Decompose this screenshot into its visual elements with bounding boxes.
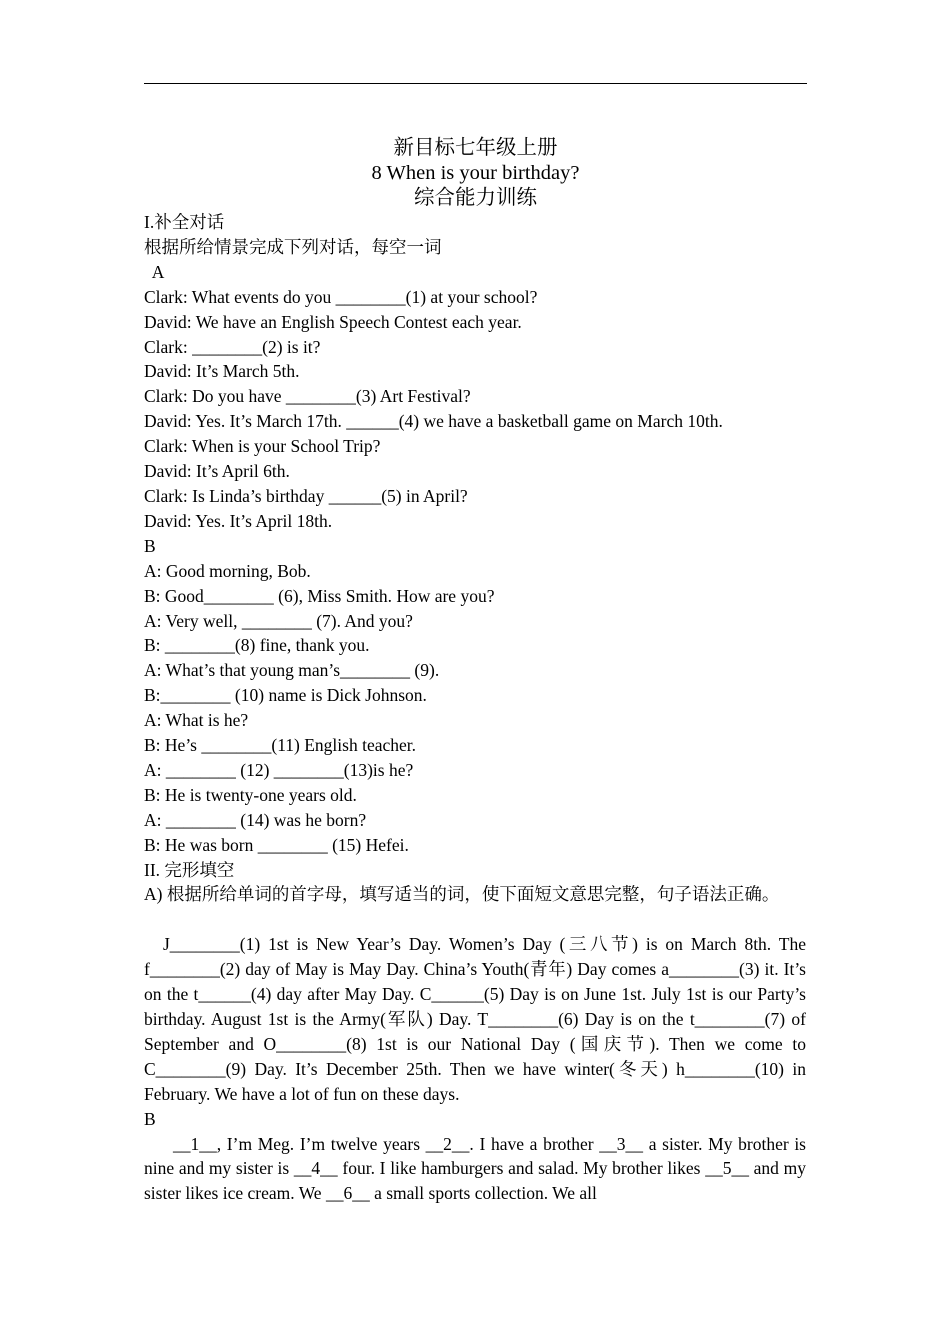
dialogue-line: B: ________(8) fine, thank you. (144, 635, 370, 656)
part-a-label: A (144, 261, 165, 282)
dialogue-line: A: ________ (12) ________(13)is he? (144, 759, 414, 780)
dialogue-line: David: It’s March 5th. (144, 361, 300, 382)
dialogue-line: Clark: ________(2) is it? (144, 336, 321, 357)
section-1-heading: I.补全对话 (144, 212, 225, 232)
dialogue-line: A: ________ (14) was he born? (144, 809, 367, 830)
dialogue-line: A: Good morning, Bob. (144, 560, 311, 581)
dialogue-line: B:________ (10) name is Dick Johnson. (144, 685, 427, 706)
dialogue-line: Clark: When is your School Trip? (144, 436, 381, 457)
section-2-heading: II. 完形填空 (144, 859, 235, 880)
dialogue-line: David: Yes. It’s April 18th. (144, 510, 333, 531)
dialogue-line: B: He’s ________(11) English teacher. (144, 735, 417, 756)
section-1-instruction: 根据所给情景完成下列对话，每空一词 (144, 236, 442, 257)
page-subtitle: 综合能力训练 (414, 187, 537, 209)
book-title: 新目标七年级上册 (393, 137, 558, 159)
unit-title: 8 When is your birthday? (371, 162, 580, 184)
dialogue-line: Clark: Do you have ________(3) Art Festival? (144, 386, 471, 407)
section-2a-instruction: A) 根据所给单词的首字母，填写适当的词，使下面短文意思完整，句子语法正确。 (144, 884, 780, 905)
dialogue-line: Clark: What events do you ________(1) at your school? (144, 286, 538, 307)
dialogue-line: A: Very well, ________ (7). And you? (144, 610, 413, 631)
dialogue-line: A: What is he? (144, 710, 249, 731)
dialogue-line: A: What’s that young man’s________ (9). (144, 660, 440, 681)
header-rule (144, 83, 807, 84)
dialogue-line: David: Yes. It’s March 17th. ______(4) we have a basketball game on March 10th. (144, 411, 723, 432)
dialogue-line: B: He is twenty-one years old. (144, 784, 357, 805)
dialogue-line: B: He was born ________ (15) Hefei. (144, 834, 409, 855)
dialogue-line: David: We have an English Speech Contest each year. (144, 311, 522, 332)
section-2b-label: B (144, 1108, 156, 1129)
passage-b: __1__, I’m Meg. I’m twelve years __2__. I have a brother __3__ a sister. My brother is nine and my sister is __4__ four. I like hamburgers and salad. My brother likes __5__ and my sister likes ice cream. We __6__ a small sports collection. We all (144, 1133, 806, 1204)
dialogue-line: Clark: Is Linda’s birthday ______(5) in April? (144, 485, 468, 506)
passage-a: J________(1) 1st is New Year’s Day. Women’s Day (三八节) is on March 8th. The f________(2) day of May is May Day. China’s Youth(青年) Day comes a________(3) it. It’s on the t______(4) day after May Day. C______(5) Day is on June 1st. July 1st is our Party’s birthday. August 1st is the Army(军队) Day. T________(6) Day is on the t________(7) of September and O________(8) 1st is our National Day (国庆节). Then we come to C________(9) Day. It’s December 25th. Then we have winter(冬天) h________(10) in February. We have a lot of fun on these days. (144, 934, 806, 1104)
blank-line (144, 907, 806, 932)
document-body (144, 210, 806, 1206)
dialogue-line: B: Good________ (6), Miss Smith. How are you? (144, 585, 495, 606)
part-b-label: B (144, 535, 156, 556)
dialogue-line: David: It’s April 6th. (144, 461, 290, 482)
